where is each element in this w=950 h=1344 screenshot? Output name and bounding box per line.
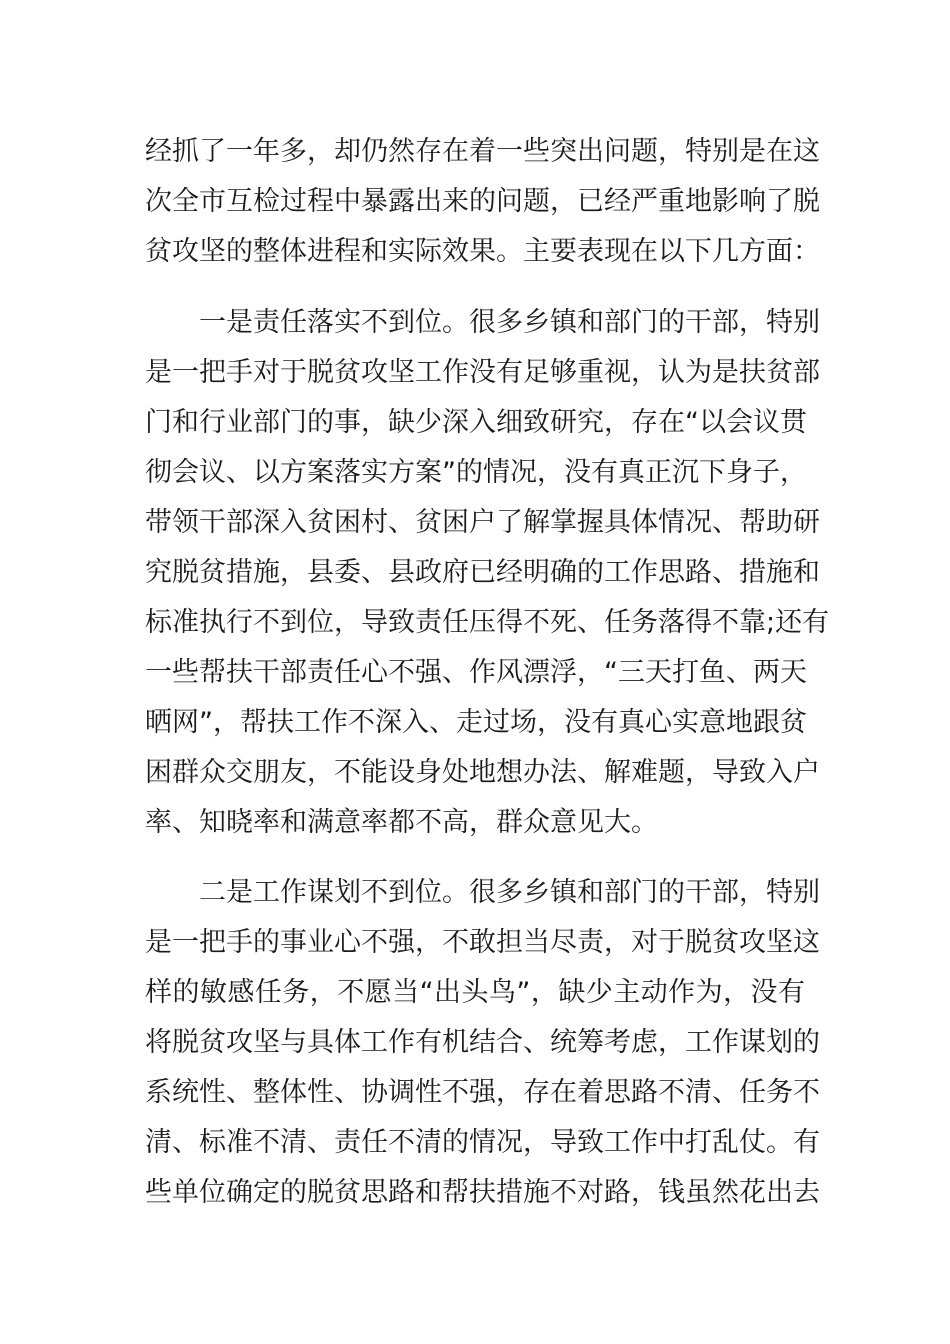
text-line: 清、标准不清、责任不清的情况，导致工作中打乱仗。有 — [145, 1127, 820, 1158]
text-line: 门和行业部门的事，缺少深入细致研究，存在“以会议贯 — [145, 407, 807, 438]
text-line: 些单位确定的脱贫思路和帮扶措施不对路，钱虽然花出去 — [145, 1177, 820, 1208]
text-line: 样的敏感任务，不愿当“出头鸟”，缺少主动作为，没有 — [145, 977, 805, 1008]
text-line: 一些帮扶干部责任心不强、作风漂浮，“三天打鱼、两天 — [145, 657, 807, 688]
text-line: 率、知晓率和满意率都不高，群众意见大。 — [145, 807, 658, 838]
text-line: 系统性、整体性、协调性不强，存在着思路不清、任务不 — [145, 1077, 820, 1108]
text-line: 次全市互检过程中暴露出来的问题，已经严重地影响了脱 — [145, 186, 820, 217]
text-line: 是一把手的事业心不强，不敢担当尽责，对于脱贫攻坚这 — [145, 927, 820, 958]
text-line: 彻会议、以方案落实方案”的情况，没有真正沉下身子， — [145, 457, 807, 488]
text-line: 是一把手对于脱贫攻坚工作没有足够重视，认为是扶贫部 — [145, 357, 820, 388]
text-line: 究脱贫措施，县委、县政府已经明确的工作思路、措施和 — [145, 557, 820, 588]
text-line: 困群众交朋友，不能设身处地想办法、解难题，导致入户 — [145, 757, 820, 788]
text-line: 经抓了一年多，却仍然存在着一些突出问题，特别是在这 — [145, 136, 820, 167]
text-line: 将脱贫攻坚与具体工作有机结合、统筹考虑，工作谋划的 — [145, 1027, 820, 1058]
paragraph-responsibility — [145, 298, 830, 848]
text-line: 标准执行不到位，导致责任压得不死、任务落得不靠;还有 — [145, 607, 830, 638]
text-line: 带领干部深入贫困村、贫困户了解掌握具体情况、帮助研 — [145, 507, 820, 538]
text-line: 一是责任落实不到位。很多乡镇和部门的干部，特别 — [199, 307, 820, 338]
paragraph-intro — [145, 127, 820, 277]
text-line: 二是工作谋划不到位。很多乡镇和部门的干部，特别 — [199, 877, 820, 908]
text-line: 晒网”，帮扶工作不深入、走过场，没有真心实意地跟贫 — [145, 707, 807, 738]
paragraph-planning — [145, 868, 820, 1218]
text-line: 贫攻坚的整体进程和实际效果。主要表现在以下几方面： — [145, 236, 820, 267]
